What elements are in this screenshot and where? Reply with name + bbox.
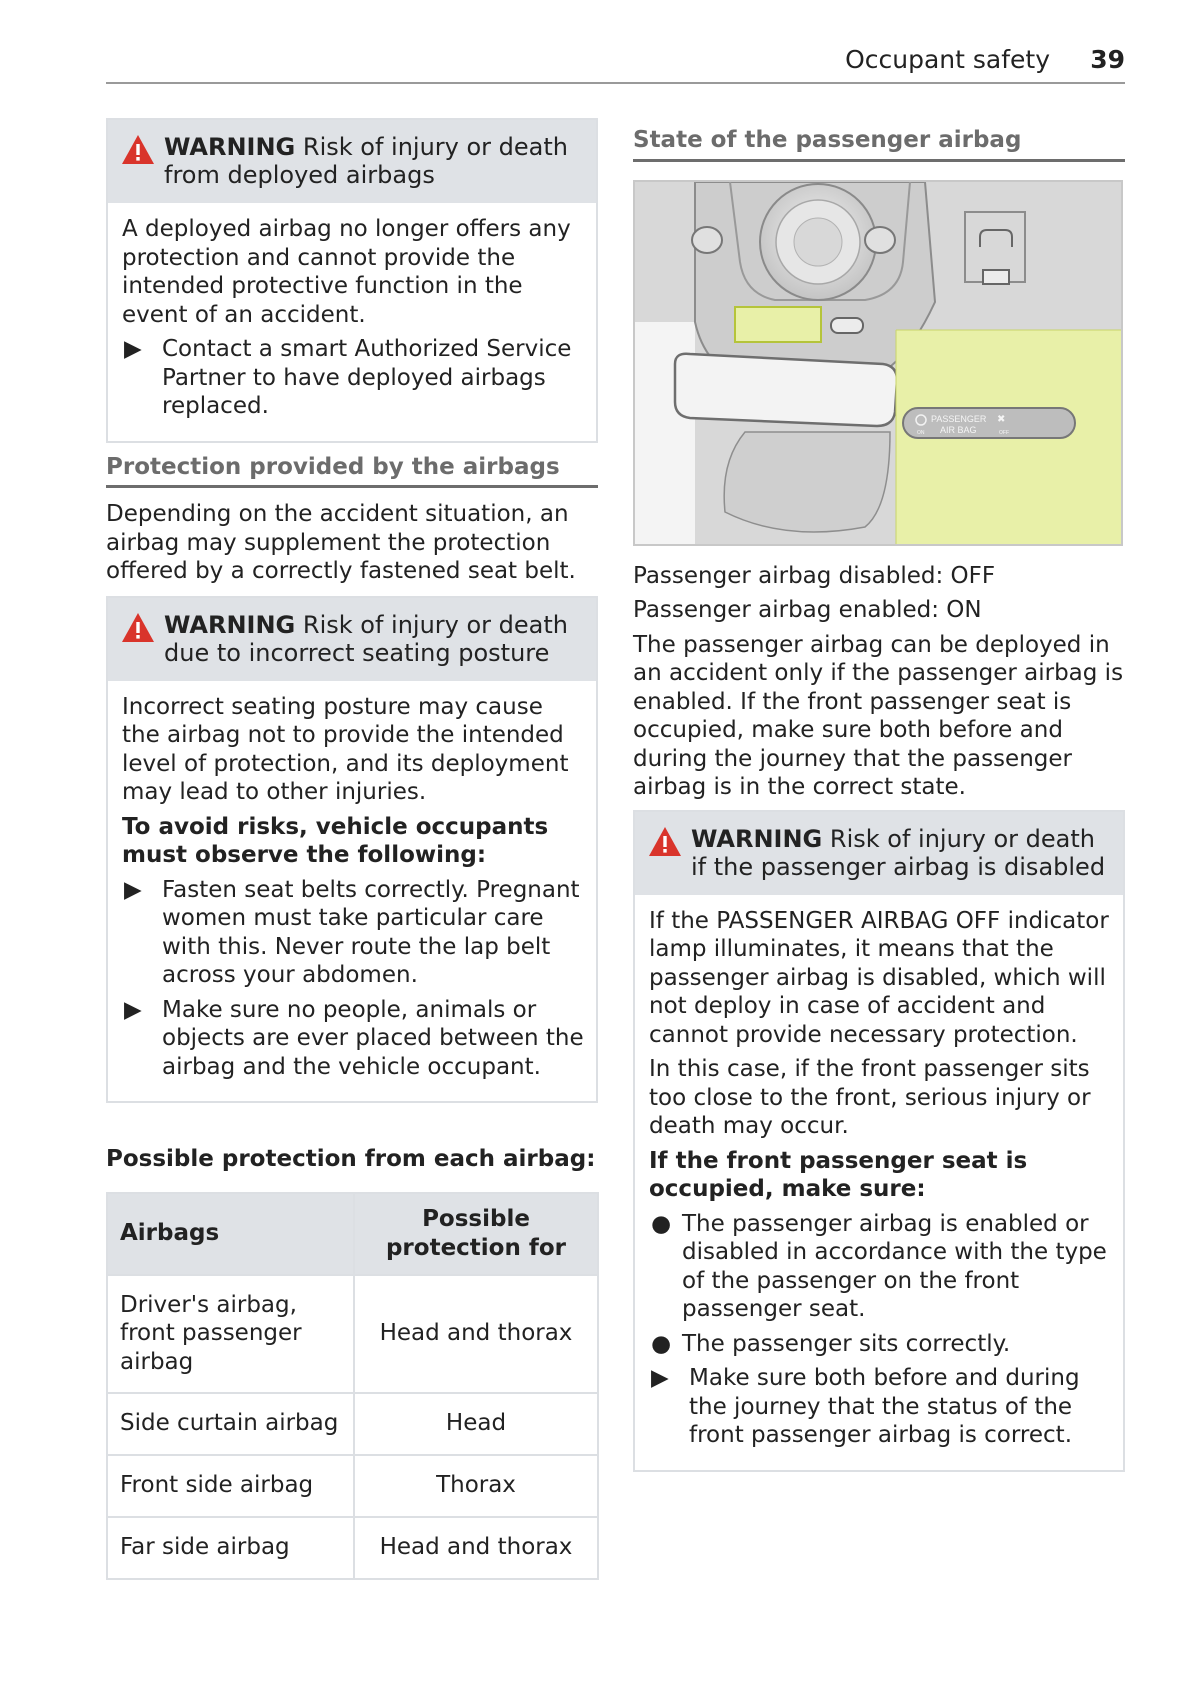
table-row — [107, 1393, 598, 1455]
action-text: Make sure both before and during the journey that the status of the front passenger airbag is correct. — [689, 1365, 1080, 1448]
airbag-enabled-line: Passenger airbag enabled: ON — [633, 597, 982, 623]
action-text: Make sure no people, animals or objects are ever placed between the airbag and the vehicle occupant. — [162, 996, 584, 1080]
arrow-icon: ▶ — [124, 336, 142, 362]
warning-label: WARNING — [164, 133, 296, 161]
arrow-icon: ▶ — [651, 1365, 669, 1391]
table-cell-airbag: Side curtain airbag — [107, 1393, 354, 1455]
protection-text: Depending on the accident situation, an airbag may supplement the protection offered by a correctly fastened seat belt. — [106, 501, 576, 584]
warning-label: WARNING — [164, 610, 296, 639]
warning-triangle-icon — [121, 134, 155, 165]
airbag-protection-table — [106, 1192, 599, 1580]
warning-body — [108, 203, 596, 441]
page-header — [106, 38, 1125, 84]
page-number: 39 — [1090, 45, 1125, 74]
table-cell-protection: Head and thorax — [354, 1517, 598, 1579]
action-text: Fasten seat belts correctly. Pregnant women must take particular care with this. Never route the lap belt across your abdomen. — [162, 876, 580, 988]
action-item — [122, 876, 584, 990]
warning-header — [108, 598, 596, 681]
table-cell-protection: Head and thorax — [354, 1275, 598, 1393]
arrow-icon: ▶ — [124, 996, 142, 1023]
warning-header — [108, 120, 596, 203]
table-cell-protection: Head — [354, 1393, 598, 1455]
list-item-text: The passenger sits correctly. — [682, 1330, 1011, 1357]
warning-body — [635, 895, 1123, 1470]
warning-header — [635, 812, 1123, 895]
table-cell-airbag: Front side airbag — [107, 1455, 354, 1517]
warning-bold-line: To avoid risks, vehicle occupants must observe the following: — [122, 813, 549, 868]
table-cell-protection: Thorax — [354, 1455, 598, 1517]
warning-label: WARNING — [691, 824, 823, 853]
left-column — [106, 118, 598, 1580]
warning-triangle-icon — [648, 826, 682, 857]
table-row — [107, 1275, 598, 1393]
action-text: Contact a smart Authorized Service Partner to have deployed airbags replaced. — [162, 336, 572, 419]
bullet-dot-icon: ● — [651, 1210, 672, 1237]
passenger-airbag-heading: State of the passenger airbag — [633, 126, 1125, 162]
table-title: Possible protection from each airbag: — [106, 1146, 596, 1172]
arrow-icon: ▶ — [124, 876, 142, 903]
action-item — [649, 1364, 1111, 1450]
table-cell-airbag: Far side airbag — [107, 1517, 354, 1579]
figure-label-airbag: AIR BAG — [940, 424, 977, 435]
warning-title: Risk of injury or death due to incorrect seating posture — [164, 610, 568, 667]
bullet-dot-icon: ● — [651, 1330, 672, 1357]
warning-triangle-icon — [121, 612, 155, 643]
warning-text: Incorrect seating posture may cause the airbag not to provide the intended level of protection, and its deployment may lead to other injuries. — [122, 693, 569, 805]
list-item — [649, 1330, 1111, 1359]
list-item — [649, 1210, 1111, 1324]
table-cell-airbag: Driver's airbag, front passenger airbag — [107, 1275, 354, 1393]
airbag-disabled-line: Passenger airbag disabled: OFF — [633, 562, 996, 589]
warning-body — [108, 681, 596, 1102]
warning-box-seating-posture — [106, 596, 598, 1104]
figure-label-off: OFF — [999, 429, 1009, 436]
warning-text: In this case, if the front passenger sits too close to the front, serious injury or death may occur. — [649, 1056, 1091, 1139]
warning-bold-line: If the front passenger seat is occupied, make sure: — [649, 1147, 1028, 1202]
warning-title: Risk of injury or death from deployed airbags — [164, 133, 568, 189]
table-row — [107, 1517, 598, 1579]
table-header-protection: Possible protection for — [354, 1193, 598, 1275]
warning-text: A deployed airbag no longer offers any protection and cannot provide the intended protective function in the event of an accident. — [122, 216, 571, 328]
action-item — [122, 335, 584, 421]
protection-heading: Protection provided by the airbags — [106, 453, 598, 489]
table-header-row — [107, 1193, 598, 1275]
warning-box-deployed-airbags — [106, 118, 598, 443]
passenger-airbag-figure — [633, 180, 1123, 546]
table-header-airbags: Airbags — [107, 1193, 354, 1275]
warning-text: If the PASSENGER AIRBAG OFF indicator lamp illuminates, it means that the passenger airbag is disabled, which will not deploy in case of accident and cannot provide necessary protection. — [649, 907, 1109, 1048]
right-column — [633, 118, 1125, 1472]
action-item — [122, 996, 584, 1082]
warning-box-airbag-disabled — [633, 810, 1125, 1472]
section-title: Occupant safety — [845, 45, 1050, 74]
list-item-text: The passenger airbag is enabled or disabled in accordance with the type of the passenger on the front passenger seat. — [682, 1210, 1107, 1322]
dashboard-illustration — [635, 182, 1121, 544]
figure-label-passenger: PASSENGER — [931, 413, 987, 424]
warning-title: Risk of injury or death if the passenger airbag is disabled — [691, 824, 1106, 881]
passenger-airbag-text: The passenger airbag can be deployed in an accident only if the passenger airbag is enabled. If the front passenger seat is occupied, make sure both before and during the journey that the passenger airbag is in the correct state. — [633, 631, 1124, 800]
table-row — [107, 1455, 598, 1517]
airbag-off-icon: ✖ — [997, 413, 1006, 425]
figure-label-on: ON — [917, 429, 925, 436]
